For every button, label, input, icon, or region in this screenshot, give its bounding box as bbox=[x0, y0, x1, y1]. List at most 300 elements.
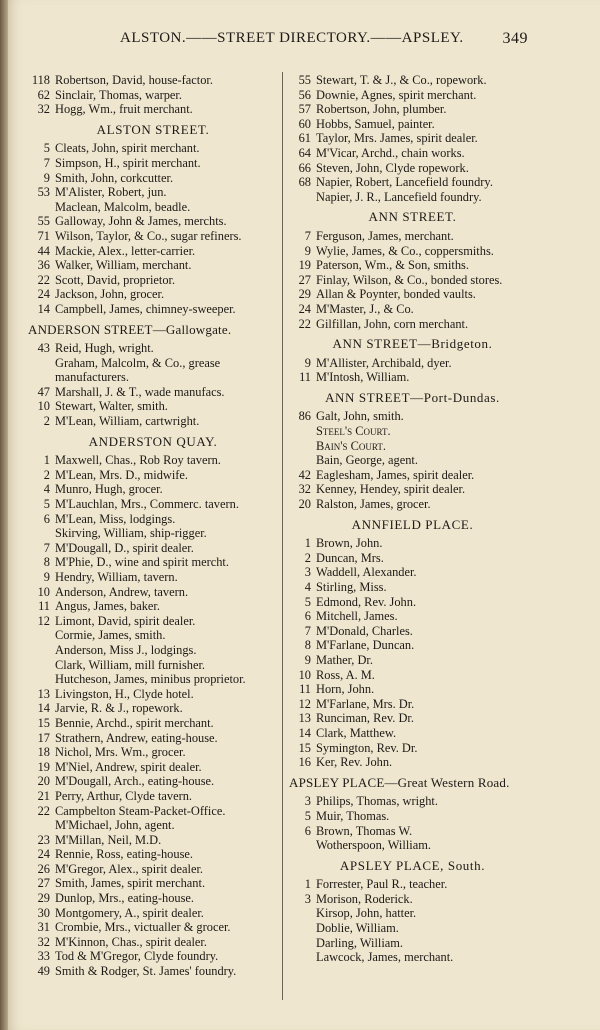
directory-entry bbox=[28, 818, 278, 833]
entry-text: Limont, David, spirit dealer. bbox=[55, 613, 196, 628]
entry-text: Downie, Agnes, spirit merchant. bbox=[316, 87, 477, 102]
house-number: 9 bbox=[43, 170, 50, 185]
entry-text: Anderson, Miss J., lodgings. bbox=[55, 642, 197, 657]
house-number: 1 bbox=[304, 877, 311, 892]
house-number: 4 bbox=[43, 482, 50, 497]
directory-entry bbox=[289, 936, 536, 951]
entry-text: Finlay, Wilson, & Co., bonded stores. bbox=[316, 272, 503, 287]
directory-entry bbox=[289, 131, 536, 146]
entry-text: Waddell, Alexander. bbox=[316, 565, 417, 580]
house-number: 11 bbox=[38, 599, 50, 614]
directory-entry bbox=[28, 171, 278, 186]
directory-entry bbox=[28, 414, 278, 429]
directory-entry bbox=[289, 668, 536, 683]
house-number: 30 bbox=[37, 905, 50, 920]
entry-text: Simpson, H., spirit merchant. bbox=[55, 155, 201, 170]
house-number: 22 bbox=[37, 803, 50, 818]
directory-entry bbox=[28, 497, 278, 512]
entry-text: Maxwell, Chas., Rob Roy tavern. bbox=[55, 453, 221, 468]
street-heading: ANN STREET. bbox=[368, 209, 457, 225]
house-number: 10 bbox=[298, 667, 311, 682]
entry-text: Cormie, James, smith. bbox=[55, 628, 166, 643]
directory-entry bbox=[289, 287, 536, 302]
entry-text: Campbell, James, chimney-sweeper. bbox=[55, 301, 236, 316]
entry-text: Kenney, Hendey, spirit dealer. bbox=[316, 482, 466, 497]
house-number: 8 bbox=[304, 638, 311, 653]
entry-text: Steel's Court. bbox=[316, 424, 391, 439]
directory-entry bbox=[289, 497, 536, 512]
house-number: 12 bbox=[298, 696, 311, 711]
entry-text: Kirsop, John, hatter. bbox=[316, 906, 417, 921]
entry-text: Walker, William, merchant. bbox=[55, 258, 192, 273]
entry-text: Ross, A. M. bbox=[316, 667, 375, 682]
directory-entry bbox=[28, 229, 278, 244]
directory-entry bbox=[289, 921, 536, 936]
house-number: 24 bbox=[37, 847, 50, 862]
directory-entry bbox=[289, 356, 536, 371]
house-number: 22 bbox=[37, 272, 50, 287]
entry-text: Morison, Roderick. bbox=[316, 891, 413, 906]
directory-entry bbox=[289, 638, 536, 653]
directory-entry bbox=[289, 809, 536, 824]
entry-continuation bbox=[28, 370, 278, 385]
entry-text: Brown, John. bbox=[316, 536, 383, 551]
directory-entry bbox=[28, 244, 278, 259]
entry-text: M'Donald, Charles. bbox=[316, 623, 413, 638]
directory-entry bbox=[28, 891, 278, 906]
directory-entry bbox=[28, 658, 278, 673]
directory-entry bbox=[28, 555, 278, 570]
entry-text: Marshall, J. & T., wade manufacs. bbox=[55, 384, 225, 399]
directory-entry bbox=[28, 585, 278, 600]
entry-text: Wylie, James, & Co., coppersmiths. bbox=[316, 243, 494, 258]
directory-entry bbox=[28, 258, 278, 273]
house-number: 22 bbox=[298, 316, 311, 331]
entry-text: Mather, Dr. bbox=[316, 652, 373, 667]
house-number: 53 bbox=[37, 185, 50, 200]
entry-text: Cleats, John, spirit merchant. bbox=[55, 141, 200, 156]
entry-text: M'Lean, Mrs. D., midwife. bbox=[55, 467, 188, 482]
house-number: 5 bbox=[304, 808, 311, 823]
directory-entry bbox=[28, 628, 278, 643]
directory-entry bbox=[289, 468, 536, 483]
entry-text: Edmond, Rev. John. bbox=[316, 594, 417, 609]
left-column bbox=[28, 73, 278, 979]
house-number: 2 bbox=[43, 414, 50, 429]
directory-entry bbox=[28, 687, 278, 702]
directory-entry bbox=[289, 244, 536, 259]
column-divider bbox=[282, 72, 283, 1000]
entry-text: Runciman, Rev. Dr. bbox=[316, 711, 414, 726]
directory-entry bbox=[289, 755, 536, 770]
directory-entry bbox=[289, 726, 536, 741]
entry-text: Anderson, Andrew, tavern. bbox=[55, 584, 189, 599]
house-number: 27 bbox=[298, 272, 311, 287]
house-number: 16 bbox=[298, 755, 311, 770]
entry-text: Ralston, James, grocer. bbox=[316, 497, 431, 512]
house-number: 10 bbox=[37, 399, 50, 414]
house-number: 21 bbox=[37, 788, 50, 803]
entry-text: M'Intosh, William. bbox=[316, 370, 410, 385]
entry-text: M'Farlane, Duncan. bbox=[316, 638, 415, 653]
directory-entry bbox=[28, 920, 278, 935]
house-number: 29 bbox=[298, 287, 311, 302]
house-number: 60 bbox=[298, 116, 311, 131]
directory-entry bbox=[28, 599, 278, 614]
entry-text: Paterson, Wm., & Son, smiths. bbox=[316, 258, 469, 273]
entry-text: Angus, James, baker. bbox=[55, 599, 160, 614]
directory-entry bbox=[28, 185, 278, 200]
running-title: ALSTON.——STREET DIRECTORY.——APSLEY. bbox=[120, 30, 464, 46]
entry-text: Napier, Robert, Lancefield foundry. bbox=[316, 175, 493, 190]
directory-entry bbox=[28, 701, 278, 716]
directory-entry bbox=[289, 175, 536, 190]
house-number: 4 bbox=[304, 580, 311, 594]
entry-text: Ker, Rev. John. bbox=[316, 755, 393, 770]
directory-entry bbox=[289, 482, 536, 497]
entry-text: Bennie, Archd., spirit merchant. bbox=[55, 715, 214, 730]
entry-text: Darling, William. bbox=[316, 935, 404, 950]
entry-text: Horn, John. bbox=[316, 682, 375, 697]
house-number: 19 bbox=[298, 258, 311, 273]
directory-entry bbox=[289, 409, 536, 424]
directory-entry bbox=[289, 711, 536, 726]
directory-entry bbox=[28, 760, 278, 775]
directory-entry bbox=[28, 833, 278, 848]
house-number: 29 bbox=[37, 891, 50, 906]
house-number: 31 bbox=[37, 920, 50, 935]
directory-entry bbox=[28, 672, 278, 687]
house-number: 2 bbox=[304, 550, 311, 565]
directory-entry bbox=[28, 949, 278, 964]
directory-entry bbox=[28, 935, 278, 950]
entry-text: Smith & Rodger, St. James' foundry. bbox=[55, 964, 237, 979]
book-gutter bbox=[0, 0, 8, 1030]
entry-text: M'Gregor, Alex., spirit dealer. bbox=[55, 861, 203, 876]
entry-text: Clark, William, mill furnisher. bbox=[55, 657, 206, 672]
directory-entry bbox=[28, 200, 278, 215]
directory-entry bbox=[28, 468, 278, 483]
directory-entry bbox=[28, 906, 278, 921]
house-number: 86 bbox=[298, 409, 311, 424]
directory-entry bbox=[28, 745, 278, 760]
directory-entry bbox=[28, 876, 278, 891]
directory-entry bbox=[289, 682, 536, 697]
directory-entry bbox=[28, 512, 278, 527]
entry-text: M'Kinnon, Chas., spirit dealer. bbox=[55, 934, 207, 949]
entry-text: M'Alister, Robert, jun. bbox=[55, 185, 167, 200]
house-number: 9 bbox=[304, 652, 311, 667]
directory-entry bbox=[289, 102, 536, 117]
street-heading: ALSTON STREET. bbox=[96, 121, 210, 137]
entry-text: Symington, Rev. Dr. bbox=[316, 740, 418, 755]
directory-entry bbox=[289, 741, 536, 756]
directory-entry bbox=[28, 88, 278, 103]
entry-text: Maclean, Malcolm, beadle. bbox=[55, 199, 191, 214]
house-number: 55 bbox=[298, 73, 311, 87]
directory-entry bbox=[289, 595, 536, 610]
house-number: 6 bbox=[304, 823, 311, 838]
entry-text: Stewart, Walter, smith. bbox=[55, 399, 168, 414]
directory-entry bbox=[289, 273, 536, 288]
directory-entry bbox=[289, 624, 536, 639]
directory-entry bbox=[289, 317, 536, 332]
entry-text: M'Vicar, Archd., chain works. bbox=[316, 145, 465, 160]
street-heading: ANDERSTON QUAY. bbox=[88, 433, 218, 449]
house-number: 14 bbox=[37, 301, 50, 316]
directory-entry bbox=[289, 697, 536, 712]
house-number: 7 bbox=[43, 155, 50, 170]
house-number: 3 bbox=[304, 794, 311, 809]
entry-text: Muir, Thomas. bbox=[316, 808, 390, 823]
entry-text: Allan & Poynter, bonded vaults. bbox=[316, 287, 476, 302]
house-number: 68 bbox=[298, 175, 311, 190]
house-number: 56 bbox=[298, 87, 311, 102]
house-number: 17 bbox=[37, 730, 50, 745]
entry-text: M'Lean, Miss, lodgings. bbox=[55, 511, 176, 526]
directory-entry bbox=[289, 551, 536, 566]
house-number: 9 bbox=[43, 570, 50, 584]
house-number: 62 bbox=[37, 87, 50, 102]
house-number: 6 bbox=[43, 511, 50, 526]
house-number: 1 bbox=[43, 453, 50, 468]
house-number: 9 bbox=[304, 243, 311, 258]
directory-entry bbox=[28, 526, 278, 541]
street-heading: APSLEY PLACE—Great Western Road. bbox=[289, 774, 510, 790]
directory-entry bbox=[28, 273, 278, 288]
entry-text: Nichol, Mrs. Wm., grocer. bbox=[55, 745, 186, 760]
entry-text: Galloway, John & James, merchts. bbox=[55, 214, 227, 229]
entry-text: Wilson, Taylor, & Co., sugar refiners. bbox=[55, 228, 242, 243]
directory-entry bbox=[28, 847, 278, 862]
house-number: 12 bbox=[37, 613, 50, 628]
entry-text: Duncan, Mrs. bbox=[316, 550, 384, 565]
entry-text: M'Allister, Archibald, dyer. bbox=[316, 355, 452, 370]
house-number: 42 bbox=[298, 467, 311, 482]
street-heading: APSLEY PLACE, South. bbox=[339, 857, 486, 873]
directory-entry bbox=[28, 570, 278, 585]
street-heading: ANN STREET—Bridgeton. bbox=[332, 336, 493, 352]
entry-text: Perry, Arthur, Clyde tavern. bbox=[55, 788, 193, 803]
house-number: 7 bbox=[304, 228, 311, 243]
house-number: 55 bbox=[37, 214, 50, 229]
house-number: 10 bbox=[37, 584, 50, 599]
street-heading: ANDERSON STREET—Gallowgate. bbox=[28, 321, 232, 337]
house-number: 32 bbox=[298, 482, 311, 497]
directory-entry bbox=[28, 482, 278, 497]
directory-entry bbox=[28, 453, 278, 468]
house-number: 14 bbox=[37, 701, 50, 716]
house-number: 66 bbox=[298, 160, 311, 175]
entry-text: Reid, Hugh, wright. bbox=[55, 341, 154, 356]
house-number: 5 bbox=[43, 141, 50, 156]
entry-text: Steven, John, Clyde ropework. bbox=[316, 160, 469, 175]
entry-text: Taylor, Mrs. James, spirit dealer. bbox=[316, 131, 478, 146]
directory-entry bbox=[28, 716, 278, 731]
directory-entry bbox=[28, 804, 278, 819]
house-number: 5 bbox=[304, 594, 311, 609]
entry-text: Clark, Matthew. bbox=[316, 725, 397, 740]
directory-entry bbox=[289, 258, 536, 273]
entry-text: Eaglesham, James, spirit dealer. bbox=[316, 467, 475, 482]
entry-text: M'Millan, Neil, M.D. bbox=[55, 832, 162, 847]
entry-text: Napier, J. R., Lancefield foundry. bbox=[316, 189, 482, 204]
page-number: 349 bbox=[502, 30, 528, 47]
house-number: 64 bbox=[298, 145, 311, 160]
directory-entry bbox=[289, 88, 536, 103]
entry-text: M'Lean, William, cartwright. bbox=[55, 414, 200, 429]
street-heading: ANNFIELD PLACE. bbox=[351, 516, 474, 532]
house-number: 13 bbox=[37, 686, 50, 701]
directory-entry bbox=[289, 950, 536, 965]
directory-entry bbox=[28, 302, 278, 317]
house-number: 32 bbox=[37, 934, 50, 949]
house-number: 47 bbox=[37, 384, 50, 399]
entry-text: Ferguson, James, merchant. bbox=[316, 228, 454, 243]
directory-entry bbox=[289, 117, 536, 132]
house-number: 32 bbox=[37, 102, 50, 117]
entry-text: Galt, John, smith. bbox=[316, 409, 404, 424]
house-number: 13 bbox=[298, 711, 311, 726]
entry-text: Hendry, William, tavern. bbox=[55, 570, 178, 584]
house-number: 18 bbox=[37, 745, 50, 760]
entry-text: Mackie, Alex., letter-carrier. bbox=[55, 243, 196, 258]
directory-entry bbox=[289, 877, 536, 892]
entry-text: Jackson, John, grocer. bbox=[55, 287, 165, 302]
entry-text: Rennie, Ross, eating-house. bbox=[55, 847, 193, 862]
entry-text: Graham, Malcolm, & Co., grease bbox=[55, 355, 221, 370]
entry-text: Robertson, David, house-factor. bbox=[55, 73, 213, 87]
entry-text: Mitchell, James. bbox=[316, 609, 398, 624]
directory-entry bbox=[28, 614, 278, 629]
directory-entry bbox=[289, 565, 536, 580]
house-number: 27 bbox=[37, 876, 50, 891]
directory-entry bbox=[289, 161, 536, 176]
entry-text: Dunlop, Mrs., eating-house. bbox=[55, 891, 195, 906]
directory-entry bbox=[28, 862, 278, 877]
directory-entry bbox=[28, 214, 278, 229]
entry-text: Smith, John, corkcutter. bbox=[55, 170, 174, 185]
entry-text: Strathern, Andrew, eating-house. bbox=[55, 730, 218, 745]
directory-entry bbox=[289, 370, 536, 385]
house-number: 9 bbox=[304, 355, 311, 370]
house-number: 24 bbox=[37, 287, 50, 302]
house-number: 43 bbox=[37, 341, 50, 356]
entry-text: Hutcheson, James, minibus proprietor. bbox=[55, 672, 246, 687]
directory-entry bbox=[28, 287, 278, 302]
directory-entry bbox=[28, 731, 278, 746]
directory-entry bbox=[28, 789, 278, 804]
entry-text: Scott, David, proprietor. bbox=[55, 272, 176, 287]
directory-entry bbox=[289, 824, 536, 839]
directory-entry bbox=[289, 906, 536, 921]
directory-entry bbox=[28, 399, 278, 414]
directory-entry bbox=[289, 229, 536, 244]
entry-text: Jarvie, R. & J., ropework. bbox=[55, 701, 183, 716]
entry-text: Stirling, Miss. bbox=[316, 580, 387, 594]
right-column bbox=[289, 73, 536, 965]
entry-text: Robertson, John, plumber. bbox=[316, 102, 447, 117]
house-number: 11 bbox=[299, 682, 311, 697]
entry-text: Skirving, William, ship-rigger. bbox=[55, 526, 207, 541]
directory-entry bbox=[28, 541, 278, 556]
entry-text: Hogg, Wm., fruit merchant. bbox=[55, 102, 193, 117]
house-number: 15 bbox=[298, 740, 311, 755]
house-number: 44 bbox=[37, 243, 50, 258]
house-number: 1 bbox=[304, 536, 311, 551]
directory-entry bbox=[28, 141, 278, 156]
entry-text: Munro, Hugh, grocer. bbox=[55, 482, 163, 497]
directory-entry bbox=[289, 453, 536, 468]
street-heading: ANN STREET—Port-Dundas. bbox=[325, 389, 500, 405]
house-number: 26 bbox=[37, 861, 50, 876]
entry-text: Campbelton Steam-Packet-Office. bbox=[55, 803, 226, 818]
directory-entry bbox=[289, 73, 536, 88]
entry-text: Bain, George, agent. bbox=[316, 453, 418, 468]
entry-text: Tod & M'Gregor, Clyde foundry. bbox=[55, 949, 219, 964]
house-number: 2 bbox=[43, 467, 50, 482]
house-number: 23 bbox=[37, 832, 50, 847]
house-number: 3 bbox=[304, 565, 311, 580]
directory-entry bbox=[289, 794, 536, 809]
directory-entry bbox=[289, 439, 536, 454]
entry-text: M'Niel, Andrew, spirit dealer. bbox=[55, 759, 202, 774]
directory-entry bbox=[28, 341, 278, 356]
directory-entry bbox=[289, 580, 536, 595]
entry-text: Doblie, William. bbox=[316, 921, 399, 936]
house-number: 49 bbox=[37, 964, 50, 979]
house-number: 33 bbox=[37, 949, 50, 964]
entry-text: Livingston, H., Clyde hotel. bbox=[55, 686, 194, 701]
house-number: 15 bbox=[37, 715, 50, 730]
directory-entry bbox=[28, 385, 278, 400]
house-number: 57 bbox=[298, 102, 311, 117]
entry-text: M'Phie, D., wine and spirit mercht. bbox=[55, 555, 229, 570]
entry-text: Lawcock, James, merchant. bbox=[316, 950, 454, 965]
house-number: 20 bbox=[298, 497, 311, 512]
entry-text: Sinclair, Thomas, warper. bbox=[55, 87, 182, 102]
directory-entry bbox=[28, 774, 278, 789]
entry-text: manufacturers. bbox=[55, 370, 129, 385]
house-number: 11 bbox=[299, 370, 311, 385]
directory-entry bbox=[289, 609, 536, 624]
house-number: 19 bbox=[37, 759, 50, 774]
directory-entry bbox=[28, 102, 278, 117]
house-number: 20 bbox=[37, 774, 50, 789]
directory-entry bbox=[289, 838, 536, 853]
entry-text: M'Master, J., & Co. bbox=[316, 301, 414, 316]
directory-entry bbox=[289, 302, 536, 317]
house-number: 14 bbox=[298, 725, 311, 740]
entry-text: Philips, Thomas, wright. bbox=[316, 794, 438, 809]
directory-entry bbox=[289, 424, 536, 439]
directory-entry bbox=[28, 156, 278, 171]
entry-text: Bain's Court. bbox=[316, 438, 386, 453]
directory-entry bbox=[289, 653, 536, 668]
entry-text: Crombie, Mrs., victualler & grocer. bbox=[55, 920, 231, 935]
directory-entry bbox=[28, 964, 278, 979]
entry-text: M'Dougall, Arch., eating-house. bbox=[55, 774, 215, 789]
house-number: 7 bbox=[43, 540, 50, 555]
directory-entry bbox=[289, 892, 536, 907]
entry-text: M'Lauchlan, Mrs., Commerc. tavern. bbox=[55, 497, 239, 512]
house-number: 24 bbox=[298, 301, 311, 316]
house-number: 3 bbox=[304, 891, 311, 906]
entry-text: Smith, James, spirit merchant. bbox=[55, 876, 206, 891]
entry-text: Stewart, T. & J., & Co., ropework. bbox=[316, 73, 487, 87]
entry-text: M'Farlane, Mrs. Dr. bbox=[316, 696, 415, 711]
house-number: 8 bbox=[43, 555, 50, 570]
